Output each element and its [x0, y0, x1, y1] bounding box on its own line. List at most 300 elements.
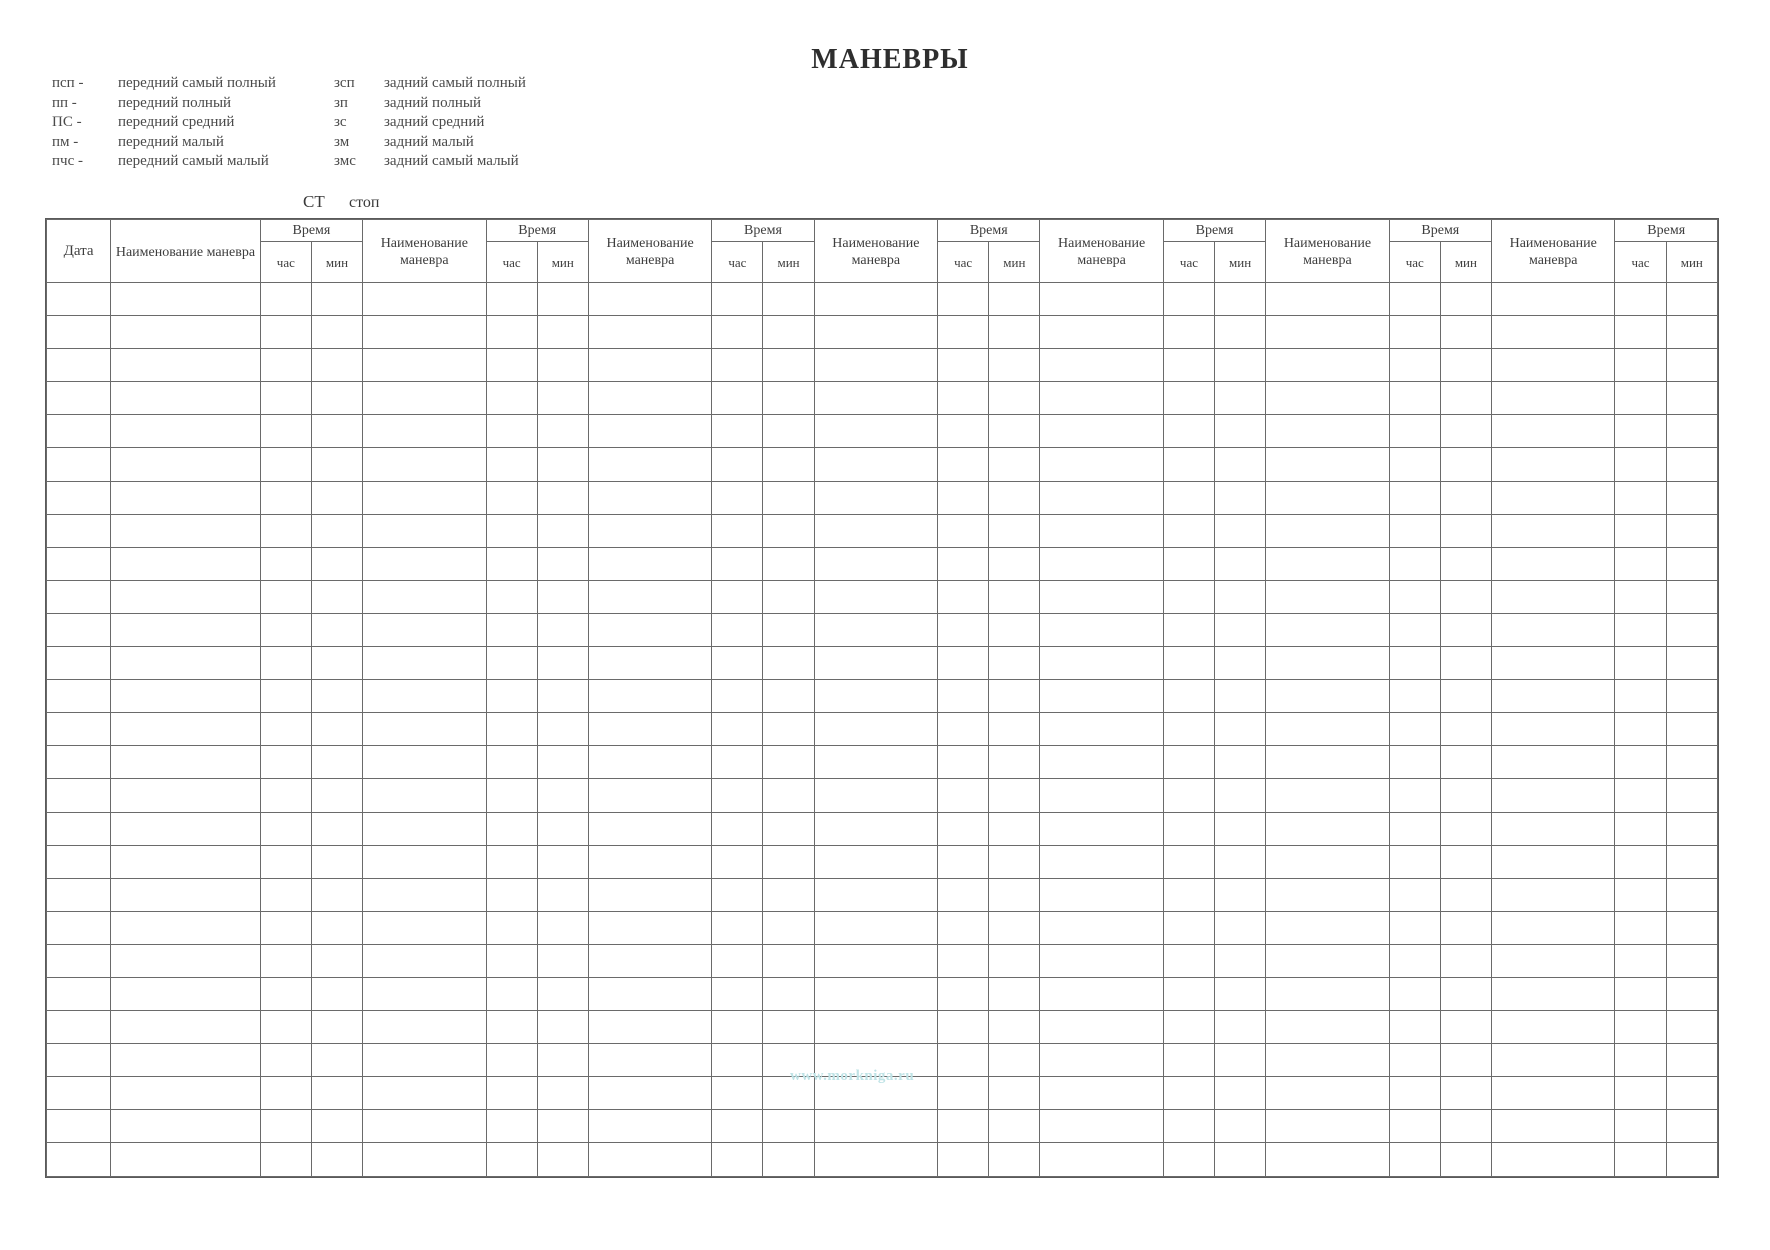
table-cell[interactable]	[363, 713, 486, 746]
table-cell[interactable]	[814, 448, 937, 481]
table-cell[interactable]	[111, 779, 261, 812]
table-cell[interactable]	[1163, 647, 1214, 680]
table-cell[interactable]	[1266, 1143, 1389, 1176]
table-cell[interactable]	[814, 481, 937, 514]
table-cell[interactable]	[1440, 382, 1491, 415]
table-cell[interactable]	[1215, 878, 1266, 911]
table-cell[interactable]	[712, 1077, 763, 1110]
table-cell[interactable]	[1266, 812, 1389, 845]
table-cell[interactable]	[763, 1110, 814, 1143]
table-cell[interactable]	[712, 713, 763, 746]
table-cell[interactable]	[537, 448, 588, 481]
table-cell[interactable]	[363, 1044, 486, 1077]
table-cell[interactable]	[363, 746, 486, 779]
table-cell[interactable]	[763, 580, 814, 613]
table-cell[interactable]	[260, 382, 311, 415]
table-cell[interactable]	[260, 680, 311, 713]
table-cell[interactable]	[814, 613, 937, 646]
table-cell[interactable]	[989, 812, 1040, 845]
table-cell[interactable]	[1492, 547, 1615, 580]
table-cell[interactable]	[537, 1044, 588, 1077]
table-cell[interactable]	[537, 746, 588, 779]
table-cell[interactable]	[1440, 580, 1491, 613]
table-cell[interactable]	[1615, 1011, 1666, 1044]
table-cell[interactable]	[111, 580, 261, 613]
table-cell[interactable]	[989, 1143, 1040, 1176]
table-cell[interactable]	[588, 349, 711, 382]
table-cell[interactable]	[1615, 283, 1666, 316]
table-cell[interactable]	[486, 1044, 537, 1077]
table-cell[interactable]	[260, 448, 311, 481]
table-cell[interactable]	[1163, 779, 1214, 812]
table-cell[interactable]	[260, 845, 311, 878]
table-cell[interactable]	[938, 878, 989, 911]
table-cell[interactable]	[1266, 316, 1389, 349]
table-cell[interactable]	[1215, 547, 1266, 580]
table-cell[interactable]	[1492, 680, 1615, 713]
table-cell[interactable]	[814, 812, 937, 845]
table-cell[interactable]	[1266, 845, 1389, 878]
table-cell[interactable]	[260, 1011, 311, 1044]
table-cell[interactable]	[1266, 746, 1389, 779]
table-cell[interactable]	[111, 845, 261, 878]
table-cell[interactable]	[814, 349, 937, 382]
table-cell[interactable]	[1040, 349, 1163, 382]
table-cell[interactable]	[363, 812, 486, 845]
table-cell[interactable]	[1389, 911, 1440, 944]
table-cell[interactable]	[111, 1044, 261, 1077]
table-cell[interactable]	[260, 812, 311, 845]
table-cell[interactable]	[260, 713, 311, 746]
table-cell[interactable]	[363, 911, 486, 944]
table-cell[interactable]	[1040, 547, 1163, 580]
table-cell[interactable]	[1615, 547, 1666, 580]
table-cell[interactable]	[1040, 1077, 1163, 1110]
table-cell[interactable]	[712, 878, 763, 911]
table-cell[interactable]	[1215, 1110, 1266, 1143]
table-cell[interactable]	[938, 448, 989, 481]
table-cell[interactable]	[111, 1143, 261, 1176]
table-cell[interactable]	[111, 613, 261, 646]
table-cell[interactable]	[1440, 316, 1491, 349]
table-cell[interactable]	[1266, 415, 1389, 448]
table-cell[interactable]	[1615, 911, 1666, 944]
table-cell[interactable]	[363, 647, 486, 680]
table-cell[interactable]	[814, 547, 937, 580]
table-cell[interactable]	[1266, 1044, 1389, 1077]
table-cell[interactable]	[1666, 481, 1717, 514]
table-cell[interactable]	[1266, 382, 1389, 415]
table-cell[interactable]	[1040, 977, 1163, 1010]
table-cell[interactable]	[1215, 1044, 1266, 1077]
table-cell[interactable]	[311, 878, 362, 911]
table-cell[interactable]	[588, 647, 711, 680]
table-cell[interactable]	[763, 779, 814, 812]
table-cell[interactable]	[1215, 1011, 1266, 1044]
table-cell[interactable]	[537, 613, 588, 646]
table-cell[interactable]	[111, 1110, 261, 1143]
table-cell[interactable]	[311, 448, 362, 481]
table-cell[interactable]	[1440, 845, 1491, 878]
table-cell[interactable]	[814, 746, 937, 779]
table-cell[interactable]	[1215, 944, 1266, 977]
table-cell[interactable]	[1615, 481, 1666, 514]
table-cell[interactable]	[1440, 779, 1491, 812]
table-cell[interactable]	[260, 944, 311, 977]
table-cell[interactable]	[763, 680, 814, 713]
table-cell[interactable]	[588, 878, 711, 911]
table-cell[interactable]	[588, 713, 711, 746]
table-cell[interactable]	[486, 1011, 537, 1044]
table-cell[interactable]	[1163, 448, 1214, 481]
table-cell[interactable]	[1040, 580, 1163, 613]
table-cell[interactable]	[938, 680, 989, 713]
table-cell[interactable]	[1266, 580, 1389, 613]
table-cell[interactable]	[537, 779, 588, 812]
table-cell[interactable]	[363, 1011, 486, 1044]
table-cell[interactable]	[1389, 448, 1440, 481]
table-cell[interactable]	[763, 1011, 814, 1044]
table-cell[interactable]	[486, 316, 537, 349]
table-cell[interactable]	[1615, 746, 1666, 779]
table-cell[interactable]	[712, 613, 763, 646]
table-cell[interactable]	[260, 779, 311, 812]
table-cell[interactable]	[938, 580, 989, 613]
table-cell[interactable]	[938, 1143, 989, 1176]
table-cell[interactable]	[260, 647, 311, 680]
table-cell[interactable]	[47, 316, 111, 349]
table-cell[interactable]	[537, 415, 588, 448]
table-cell[interactable]	[1389, 746, 1440, 779]
table-cell[interactable]	[486, 1143, 537, 1176]
table-cell[interactable]	[363, 283, 486, 316]
table-cell[interactable]	[311, 613, 362, 646]
table-cell[interactable]	[938, 415, 989, 448]
table-cell[interactable]	[1389, 1110, 1440, 1143]
table-cell[interactable]	[363, 878, 486, 911]
table-cell[interactable]	[712, 845, 763, 878]
table-cell[interactable]	[1266, 944, 1389, 977]
table-cell[interactable]	[1389, 481, 1440, 514]
table-cell[interactable]	[47, 613, 111, 646]
table-cell[interactable]	[763, 283, 814, 316]
table-cell[interactable]	[1389, 316, 1440, 349]
table-cell[interactable]	[938, 349, 989, 382]
table-cell[interactable]	[486, 349, 537, 382]
table-cell[interactable]	[111, 812, 261, 845]
table-cell[interactable]	[311, 713, 362, 746]
table-cell[interactable]	[1440, 1143, 1491, 1176]
table-cell[interactable]	[363, 779, 486, 812]
table-cell[interactable]	[1040, 746, 1163, 779]
table-cell[interactable]	[1492, 647, 1615, 680]
table-cell[interactable]	[1440, 977, 1491, 1010]
table-cell[interactable]	[1163, 481, 1214, 514]
table-cell[interactable]	[486, 415, 537, 448]
table-cell[interactable]	[814, 514, 937, 547]
table-cell[interactable]	[486, 680, 537, 713]
table-cell[interactable]	[989, 415, 1040, 448]
table-cell[interactable]	[260, 514, 311, 547]
table-cell[interactable]	[712, 448, 763, 481]
table-cell[interactable]	[989, 283, 1040, 316]
table-cell[interactable]	[1215, 911, 1266, 944]
table-cell[interactable]	[537, 514, 588, 547]
table-cell[interactable]	[260, 547, 311, 580]
table-cell[interactable]	[1440, 415, 1491, 448]
table-cell[interactable]	[486, 1110, 537, 1143]
table-cell[interactable]	[1040, 1143, 1163, 1176]
table-cell[interactable]	[1440, 878, 1491, 911]
table-cell[interactable]	[1163, 1011, 1214, 1044]
table-cell[interactable]	[260, 977, 311, 1010]
table-cell[interactable]	[814, 779, 937, 812]
table-cell[interactable]	[712, 514, 763, 547]
table-cell[interactable]	[311, 977, 362, 1010]
table-cell[interactable]	[1492, 1110, 1615, 1143]
table-cell[interactable]	[47, 514, 111, 547]
table-cell[interactable]	[111, 746, 261, 779]
table-cell[interactable]	[47, 448, 111, 481]
table-cell[interactable]	[1666, 547, 1717, 580]
table-cell[interactable]	[537, 283, 588, 316]
table-cell[interactable]	[989, 713, 1040, 746]
table-cell[interactable]	[814, 680, 937, 713]
table-cell[interactable]	[712, 1110, 763, 1143]
table-cell[interactable]	[311, 1143, 362, 1176]
table-cell[interactable]	[1666, 647, 1717, 680]
table-cell[interactable]	[111, 547, 261, 580]
table-cell[interactable]	[938, 613, 989, 646]
table-cell[interactable]	[763, 878, 814, 911]
table-cell[interactable]	[989, 746, 1040, 779]
table-cell[interactable]	[1666, 580, 1717, 613]
table-cell[interactable]	[1163, 812, 1214, 845]
table-cell[interactable]	[486, 547, 537, 580]
table-cell[interactable]	[260, 580, 311, 613]
table-cell[interactable]	[260, 1143, 311, 1176]
table-cell[interactable]	[1492, 911, 1615, 944]
table-cell[interactable]	[1266, 547, 1389, 580]
table-cell[interactable]	[1492, 613, 1615, 646]
table-cell[interactable]	[1666, 1044, 1717, 1077]
table-cell[interactable]	[1440, 481, 1491, 514]
table-cell[interactable]	[111, 713, 261, 746]
table-cell[interactable]	[1266, 713, 1389, 746]
table-cell[interactable]	[1163, 580, 1214, 613]
table-cell[interactable]	[311, 283, 362, 316]
table-cell[interactable]	[1163, 977, 1214, 1010]
table-cell[interactable]	[1666, 1143, 1717, 1176]
table-cell[interactable]	[537, 878, 588, 911]
table-cell[interactable]	[1389, 1044, 1440, 1077]
table-cell[interactable]	[486, 382, 537, 415]
table-cell[interactable]	[588, 283, 711, 316]
table-cell[interactable]	[486, 746, 537, 779]
table-cell[interactable]	[989, 448, 1040, 481]
table-cell[interactable]	[311, 911, 362, 944]
table-cell[interactable]	[260, 1044, 311, 1077]
table-cell[interactable]	[1215, 1143, 1266, 1176]
table-cell[interactable]	[1040, 680, 1163, 713]
table-cell[interactable]	[1040, 1011, 1163, 1044]
table-cell[interactable]	[260, 316, 311, 349]
table-cell[interactable]	[260, 911, 311, 944]
table-cell[interactable]	[1492, 779, 1615, 812]
table-cell[interactable]	[363, 547, 486, 580]
table-cell[interactable]	[989, 647, 1040, 680]
table-cell[interactable]	[1040, 481, 1163, 514]
table-cell[interactable]	[1266, 448, 1389, 481]
table-cell[interactable]	[311, 547, 362, 580]
table-cell[interactable]	[537, 1077, 588, 1110]
table-cell[interactable]	[1440, 746, 1491, 779]
table-cell[interactable]	[111, 448, 261, 481]
table-cell[interactable]	[1040, 316, 1163, 349]
table-cell[interactable]	[814, 283, 937, 316]
table-cell[interactable]	[111, 283, 261, 316]
table-cell[interactable]	[47, 1110, 111, 1143]
table-cell[interactable]	[1492, 977, 1615, 1010]
table-cell[interactable]	[537, 911, 588, 944]
table-cell[interactable]	[311, 779, 362, 812]
table-cell[interactable]	[938, 283, 989, 316]
table-cell[interactable]	[1215, 779, 1266, 812]
table-cell[interactable]	[989, 580, 1040, 613]
table-cell[interactable]	[1615, 977, 1666, 1010]
table-cell[interactable]	[938, 1110, 989, 1143]
table-cell[interactable]	[1040, 812, 1163, 845]
table-cell[interactable]	[1163, 547, 1214, 580]
table-cell[interactable]	[1615, 382, 1666, 415]
table-cell[interactable]	[1615, 845, 1666, 878]
table-cell[interactable]	[486, 779, 537, 812]
table-cell[interactable]	[814, 878, 937, 911]
table-cell[interactable]	[938, 481, 989, 514]
table-cell[interactable]	[989, 1110, 1040, 1143]
table-cell[interactable]	[1266, 680, 1389, 713]
table-cell[interactable]	[1666, 514, 1717, 547]
table-cell[interactable]	[1492, 746, 1615, 779]
table-cell[interactable]	[47, 1143, 111, 1176]
table-cell[interactable]	[537, 481, 588, 514]
table-cell[interactable]	[989, 481, 1040, 514]
table-cell[interactable]	[1266, 481, 1389, 514]
table-cell[interactable]	[1666, 1077, 1717, 1110]
table-cell[interactable]	[111, 382, 261, 415]
table-cell[interactable]	[1615, 316, 1666, 349]
table-cell[interactable]	[47, 812, 111, 845]
table-cell[interactable]	[311, 1011, 362, 1044]
table-cell[interactable]	[1440, 911, 1491, 944]
table-cell[interactable]	[989, 779, 1040, 812]
table-cell[interactable]	[260, 1077, 311, 1110]
table-cell[interactable]	[1440, 613, 1491, 646]
table-cell[interactable]	[1215, 812, 1266, 845]
table-cell[interactable]	[989, 944, 1040, 977]
table-cell[interactable]	[1040, 1044, 1163, 1077]
table-cell[interactable]	[588, 580, 711, 613]
table-cell[interactable]	[989, 878, 1040, 911]
table-cell[interactable]	[486, 845, 537, 878]
table-cell[interactable]	[588, 1011, 711, 1044]
table-cell[interactable]	[763, 481, 814, 514]
table-cell[interactable]	[311, 481, 362, 514]
table-cell[interactable]	[763, 977, 814, 1010]
table-cell[interactable]	[363, 580, 486, 613]
table-cell[interactable]	[363, 613, 486, 646]
table-cell[interactable]	[1615, 1044, 1666, 1077]
table-cell[interactable]	[588, 1143, 711, 1176]
table-cell[interactable]	[588, 680, 711, 713]
table-cell[interactable]	[1389, 382, 1440, 415]
table-cell[interactable]	[1440, 1011, 1491, 1044]
table-cell[interactable]	[712, 680, 763, 713]
table-cell[interactable]	[1163, 746, 1214, 779]
table-cell[interactable]	[814, 713, 937, 746]
table-cell[interactable]	[537, 580, 588, 613]
table-cell[interactable]	[311, 580, 362, 613]
table-cell[interactable]	[1266, 349, 1389, 382]
table-cell[interactable]	[712, 977, 763, 1010]
table-cell[interactable]	[588, 911, 711, 944]
table-cell[interactable]	[588, 448, 711, 481]
table-cell[interactable]	[1163, 845, 1214, 878]
table-cell[interactable]	[712, 647, 763, 680]
table-cell[interactable]	[1615, 349, 1666, 382]
table-cell[interactable]	[1440, 680, 1491, 713]
table-cell[interactable]	[1492, 1077, 1615, 1110]
table-cell[interactable]	[537, 713, 588, 746]
table-cell[interactable]	[311, 1044, 362, 1077]
table-cell[interactable]	[1389, 812, 1440, 845]
table-cell[interactable]	[486, 944, 537, 977]
table-cell[interactable]	[1615, 415, 1666, 448]
table-cell[interactable]	[1266, 647, 1389, 680]
table-cell[interactable]	[814, 1110, 937, 1143]
table-cell[interactable]	[47, 349, 111, 382]
table-cell[interactable]	[363, 977, 486, 1010]
table-cell[interactable]	[1492, 382, 1615, 415]
table-cell[interactable]	[1215, 580, 1266, 613]
table-cell[interactable]	[712, 283, 763, 316]
table-cell[interactable]	[260, 415, 311, 448]
table-cell[interactable]	[486, 977, 537, 1010]
table-cell[interactable]	[1666, 283, 1717, 316]
table-cell[interactable]	[47, 746, 111, 779]
table-cell[interactable]	[1163, 349, 1214, 382]
table-cell[interactable]	[111, 977, 261, 1010]
table-cell[interactable]	[989, 1077, 1040, 1110]
table-cell[interactable]	[1440, 812, 1491, 845]
table-cell[interactable]	[938, 1077, 989, 1110]
table-cell[interactable]	[1215, 349, 1266, 382]
table-cell[interactable]	[363, 382, 486, 415]
table-cell[interactable]	[1163, 878, 1214, 911]
table-cell[interactable]	[763, 349, 814, 382]
table-cell[interactable]	[1163, 1044, 1214, 1077]
table-cell[interactable]	[363, 944, 486, 977]
table-cell[interactable]	[1266, 1011, 1389, 1044]
table-cell[interactable]	[814, 1143, 937, 1176]
table-cell[interactable]	[1215, 845, 1266, 878]
table-cell[interactable]	[260, 746, 311, 779]
table-cell[interactable]	[1215, 977, 1266, 1010]
table-cell[interactable]	[989, 1044, 1040, 1077]
table-cell[interactable]	[363, 349, 486, 382]
table-cell[interactable]	[588, 415, 711, 448]
table-cell[interactable]	[1440, 283, 1491, 316]
